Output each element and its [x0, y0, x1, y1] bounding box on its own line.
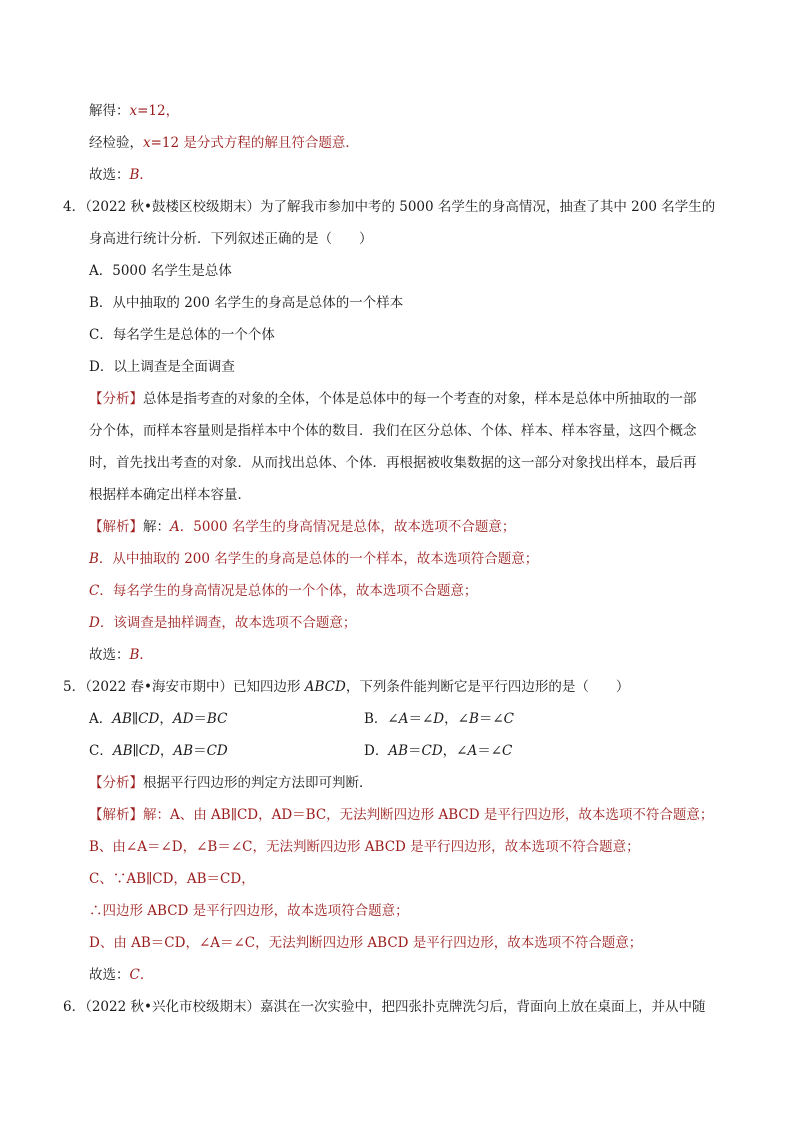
text-run: ．该调查是抽样调查，故本选项不合题意； — [99, 615, 357, 631]
text-run: C． — [89, 743, 113, 759]
option-d — [364, 741, 512, 761]
solution-line: ∴四边形 ABCD 是平行四边形，故本选项符合题意； — [89, 903, 409, 919]
option-d: D．以上调查是全面调查 — [89, 359, 235, 375]
solution-line — [89, 613, 356, 633]
answer-line — [89, 965, 153, 985]
text-run: ．每名学生的身高情况是总体的一个个体，故本选项不合题意； — [99, 583, 478, 599]
answer-line — [89, 165, 153, 185]
text-run: 故选： — [89, 967, 130, 983]
analysis-label: 【分析】 — [89, 775, 143, 791]
text-run: B．∠ — [364, 711, 399, 727]
text-run: =12， — [137, 103, 180, 119]
option-letter: B — [89, 551, 99, 567]
solution-line — [89, 549, 538, 569]
text-run: ．5000 名学生的身高情况是总体，故本选项不合题意； — [179, 519, 516, 535]
text-run: ∥ — [131, 711, 139, 727]
text-run: =12 是分式方程的解且符合题意． — [150, 135, 359, 151]
text-run: ． — [139, 967, 154, 983]
math-var: CD — [206, 743, 228, 759]
text-run: 总体是指考查的对象的全体，个体是总体中的每一个考查的对象，样本是总体中所抽取的一部 — [143, 391, 697, 407]
solution-line: D、由 AB＝CD，∠A＝∠C，无法判断四边形 ABCD 是平行四边形，故本选项不符合题意； — [89, 935, 643, 951]
analysis-line: 分个体，而样本容量则是指样本中个体的数目．我们在区分总体、个体、样本、样本容量，这四个概念 — [89, 423, 697, 439]
option-b — [364, 709, 514, 729]
text-run: ． — [139, 167, 153, 183]
math-var: AB — [112, 711, 132, 727]
text-run: 解：A、由 AB∥CD，AD＝BC，无法判断四边形 ABCD 是平行四边形，故本选项不符合题意； — [143, 807, 714, 823]
text-run: 解： — [143, 519, 170, 535]
analysis-line: 根据样本确定出样本容量． — [89, 487, 251, 503]
option-letter: C — [89, 583, 100, 599]
text-run: 故选： — [89, 647, 130, 663]
text-run: ，∠ — [442, 743, 468, 759]
text-run: 故选： — [89, 167, 130, 183]
text-run: ＝ — [408, 743, 422, 759]
text-run: ，∠ — [444, 711, 469, 727]
question-5-stem — [63, 677, 629, 697]
text-run: ＝∠ — [408, 711, 434, 727]
math-var: ABCD — [304, 679, 346, 695]
text-run: 经检验， — [89, 135, 143, 151]
option-a: A．5000 名学生是总体 — [89, 263, 232, 279]
math-var: B — [468, 711, 479, 727]
option-c: C．每名学生是总体的一个个体 — [89, 327, 275, 343]
text-run: ＝∠ — [477, 743, 503, 759]
question-4-stem-cont: 身高进行统计分析．下列叙述正确的是（ ） — [89, 231, 373, 247]
option-b: B．从中抽取的 200 名学生的身高是总体的一个样本 — [89, 295, 404, 311]
option-letter: D — [89, 615, 100, 631]
analysis-line — [89, 389, 697, 409]
text-run: ＝∠ — [478, 711, 504, 727]
text-run: ，下列条件能判断它是平行四边形的是（ ） — [345, 679, 630, 695]
option-a — [89, 709, 227, 729]
text-run: D． — [364, 743, 389, 759]
math-var: AB — [388, 743, 408, 759]
solution-line — [89, 517, 515, 537]
answer-letter: C — [129, 967, 140, 983]
math-var: AD — [172, 711, 194, 727]
text-run: A． — [89, 711, 113, 727]
analysis-line: 时，首先找出考查的对象．从而找出总体、个体．再根据被收集数据的这一部分对象找出样本，最后再 — [89, 455, 697, 471]
math-var: CD — [138, 711, 160, 727]
text-run: ＝ — [193, 711, 207, 727]
math-var: AB — [112, 743, 133, 759]
math-var: C — [503, 711, 515, 727]
math-var: BC — [206, 711, 228, 727]
option-c — [89, 741, 228, 761]
text-run: ， — [159, 711, 173, 727]
analysis-line — [89, 773, 373, 793]
question-4-stem: 4．（2022 秋•鼓楼区校级期末）为了解我市参加中考的 5000 名学生的身高情况，抽查了其中 200 名学生的 — [63, 199, 716, 215]
solution-line: B、由∠A＝∠D，∠B＝∠C，无法判断四边形 ABCD 是平行四边形，故本选项不符合题意； — [89, 839, 640, 855]
text-run: ＝ — [193, 743, 207, 759]
answer-letter: B — [129, 647, 140, 663]
solution-label: 【解析】 — [89, 519, 143, 535]
solution-label: 【解析】 — [89, 807, 143, 823]
analysis-label: 【分析】 — [89, 391, 143, 407]
text-run: 解得： — [89, 103, 130, 119]
solution-line: C、∵AB∥CD，AB＝CD， — [89, 871, 255, 887]
solution-line — [89, 133, 359, 153]
solution-line — [89, 581, 477, 601]
math-var: x — [129, 103, 138, 119]
question-6-stem: 6．（2022 秋•兴化市校级期末）嘉淇在一次实验中，把四张扑克牌洗匀后，背面向上放在桌面上，并从中随 — [63, 999, 706, 1015]
math-var: C — [502, 743, 513, 759]
text-run: 根据平行四边形的判定方法即可判断． — [143, 775, 373, 791]
math-var: CD — [138, 743, 160, 759]
math-var: x — [143, 135, 151, 151]
solution-line — [89, 805, 713, 825]
math-var: A — [467, 743, 478, 759]
text-run: ． — [139, 647, 153, 663]
solution-line — [89, 101, 179, 121]
math-var: A — [398, 711, 409, 727]
text-run: 5．（2022 春•海安市期中）已知四边形 — [63, 679, 305, 695]
text-run: ， — [159, 743, 174, 759]
math-var: D — [433, 711, 445, 727]
math-var: CD — [421, 743, 443, 759]
answer-letter: B — [129, 167, 140, 183]
answer-line — [89, 645, 153, 665]
option-letter: A — [170, 519, 180, 535]
math-var: AB — [173, 743, 194, 759]
text-run: ．从中抽取的 200 名学生的身高是总体的一个样本，故本选项符合题意； — [98, 551, 539, 567]
text-run: ∥ — [132, 743, 139, 759]
